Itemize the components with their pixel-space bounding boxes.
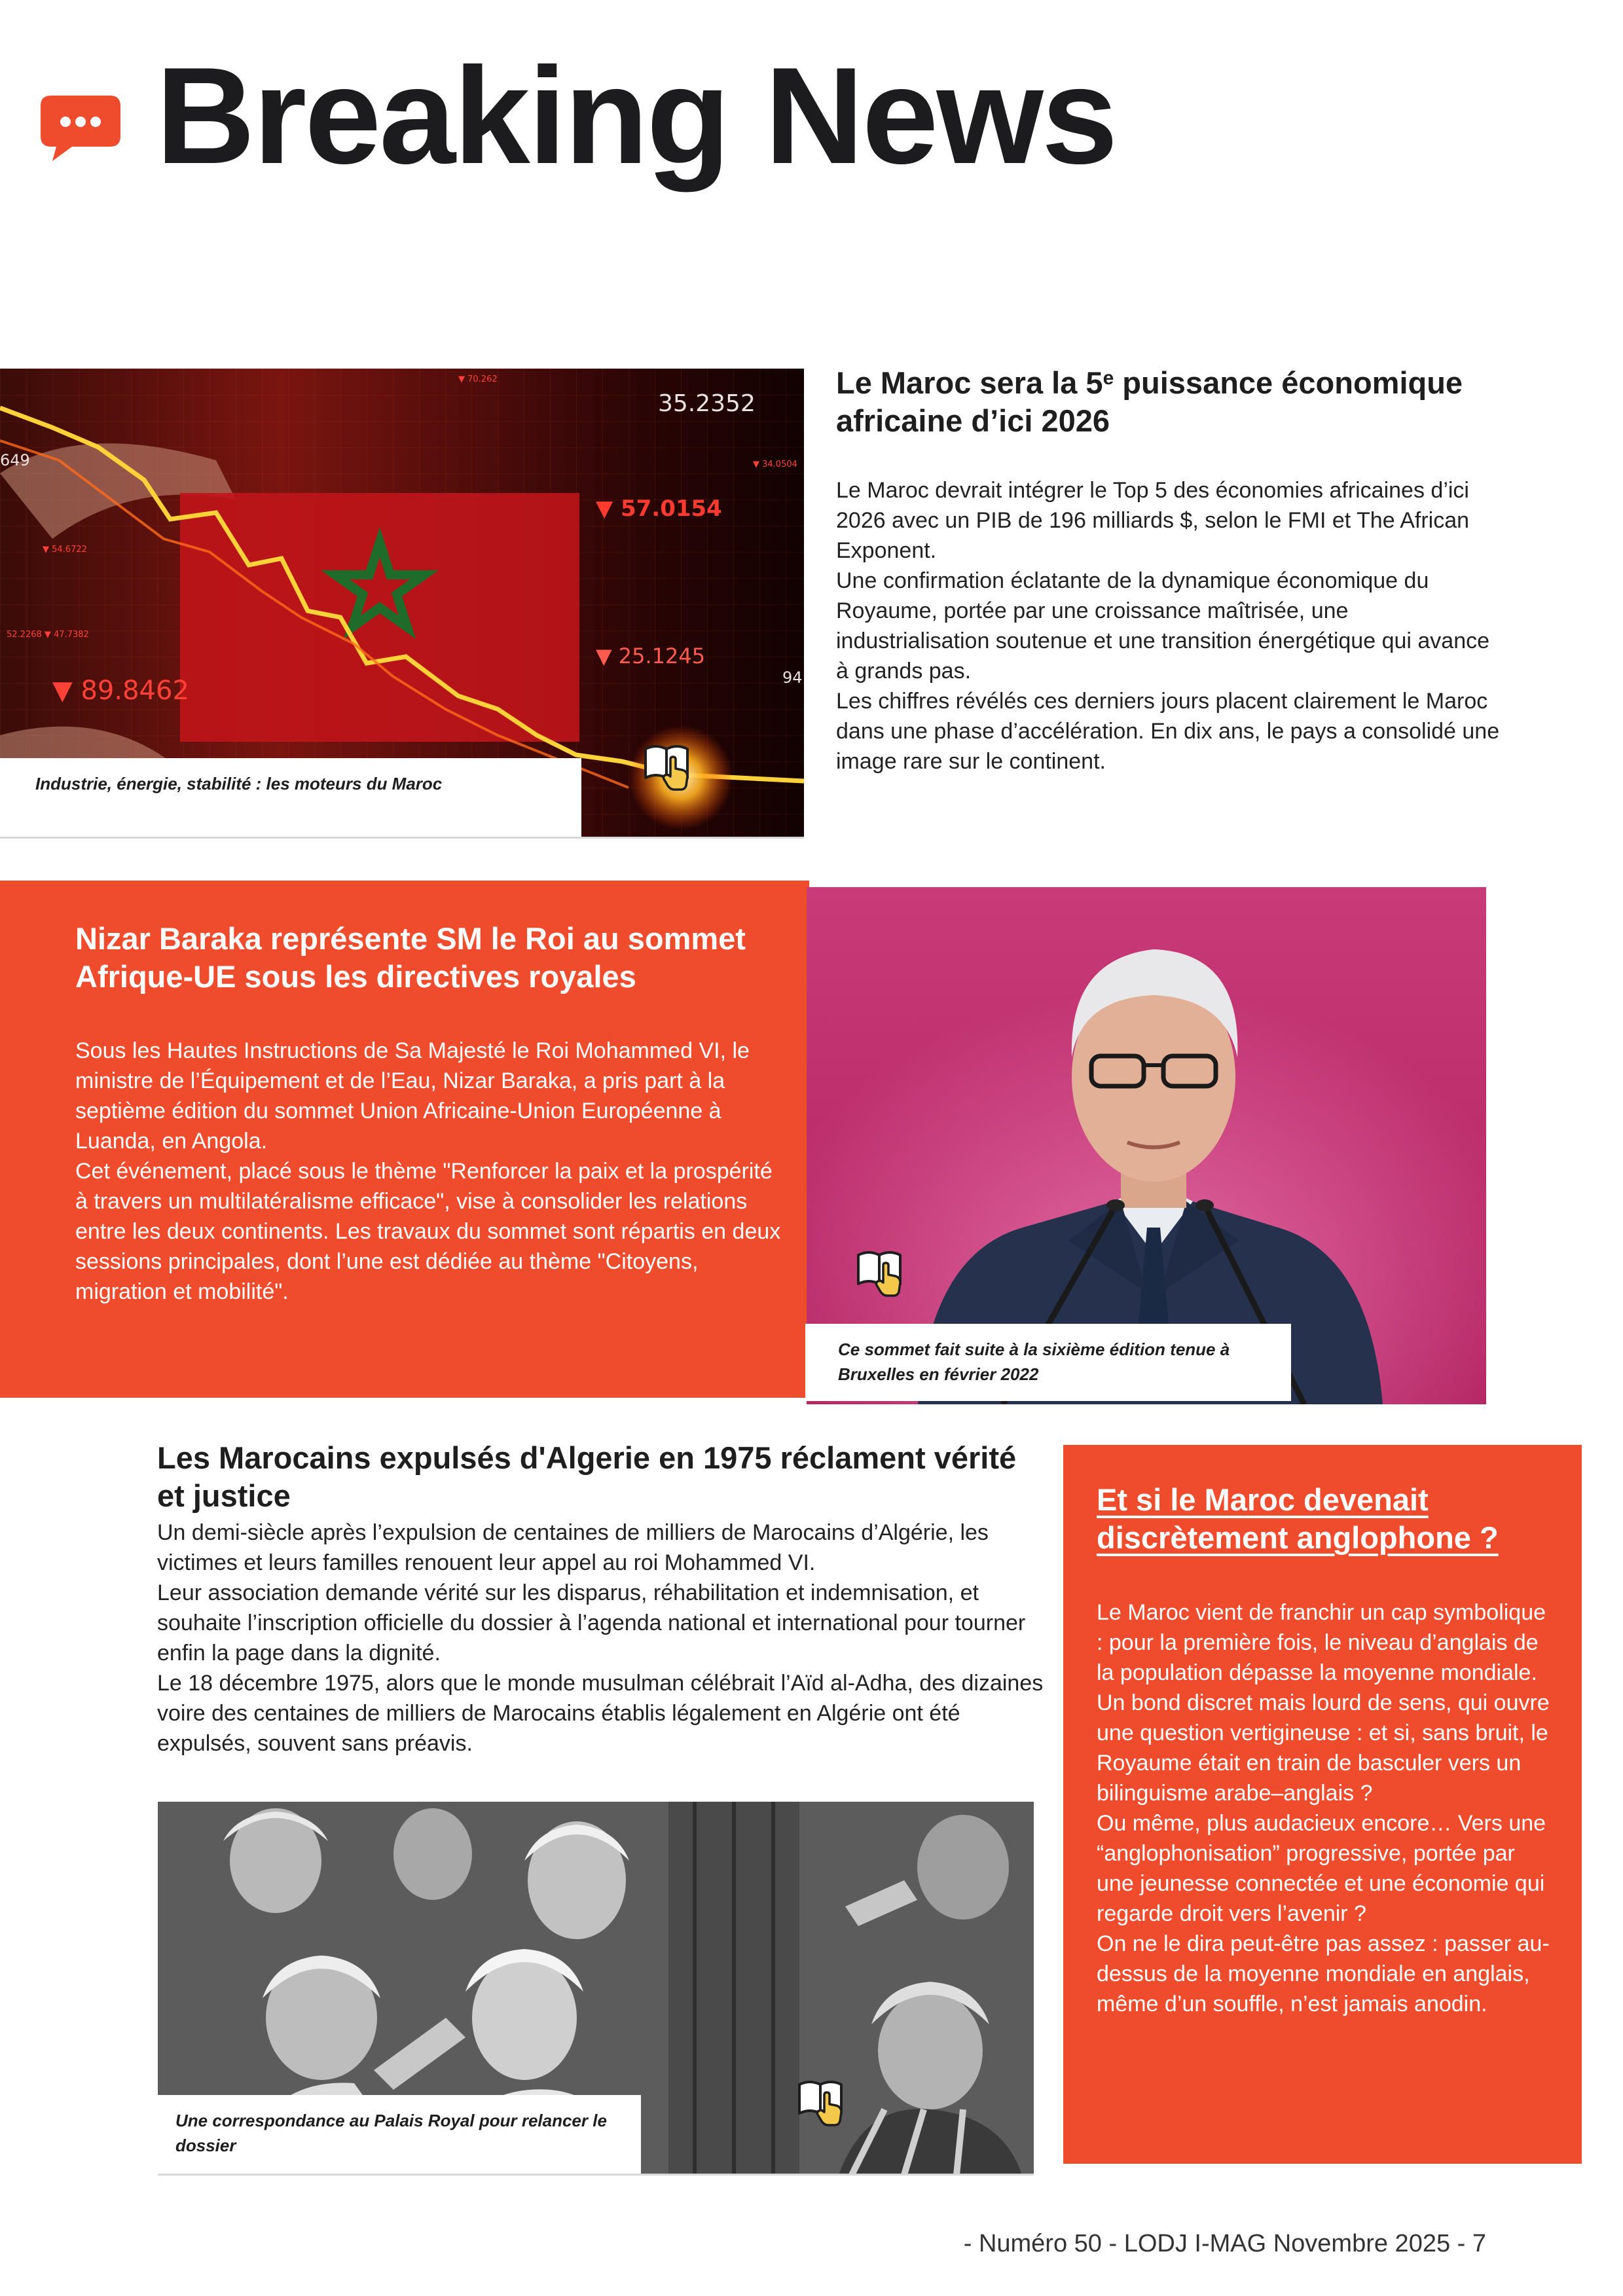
english-headline-link[interactable]: Et si le Maroc devenait discrètement anglophone ? bbox=[1097, 1482, 1499, 1555]
read-more-icon[interactable] bbox=[795, 2075, 849, 2129]
chart-figure-small-3: 52.2268 ▼ 47.7382 bbox=[7, 630, 89, 640]
expelled-body bbox=[157, 1518, 1048, 1758]
expelled-paragraph: Leur association demande vérité sur les disparus, réhabilitation et indemnisation, et souhaite l’inscription officielle du dossier à l’agenda national et international pour tourner enfin la page dans la dignité. bbox=[157, 1580, 1026, 1666]
read-more-icon[interactable] bbox=[854, 1246, 908, 1300]
english-paragraph: Ou même, plus audacieux encore… Vers une “anglophonisation” progressive, portée par une jeunesse connectée et une économie qui regarde droit vers l’avenir ? bbox=[1097, 1811, 1546, 1926]
page-footer: - Numéro 50 - LODJ I-MAG Novembre 2025 - 7 bbox=[963, 2230, 1486, 2257]
english-paragraph: On ne le dira peut-être pas assez : passer au-dessus de la moyenne mondiale en anglais, même d’un souffle, n’est jamais anodin. bbox=[1097, 1931, 1550, 2016]
baraka-body bbox=[75, 1036, 782, 1307]
page-title: Breaking News bbox=[156, 39, 1116, 192]
expelled-photo-caption: Une correspondance au Palais Royal pour relancer le dossier bbox=[158, 2095, 641, 2174]
chart-figure-top-tiny: ▼ 70.262 bbox=[458, 374, 498, 384]
baraka-paragraph: Sous les Hautes Instructions de Sa Majesté le Roi Mohammed VI, le ministre de l’Équipement et de l’Eau, Nizar Baraka, a pris part à la septième édition du sommet Union Africaine-Union Européenne à Luanda, en Angola. bbox=[75, 1038, 750, 1154]
chat-bubble-icon bbox=[38, 92, 123, 164]
economy-body bbox=[836, 475, 1504, 776]
chart-figure-small-1: ▼ 34.0504 bbox=[753, 460, 797, 469]
chart-figure-lower: ▼ 25.1245 bbox=[596, 644, 706, 668]
chart-figure-mid: ▼ 57.0154 bbox=[596, 496, 722, 522]
economy-paragraph: Une confirmation éclatante de la dynamique économique du Royaume, portée par une croissance maîtrisée, une industrialisation soutenue et une transition énergétique qui avance à grands pas. bbox=[836, 568, 1490, 683]
baraka-paragraph: Cet événement, placé sous le thème "Renforcer la paix et la prospérité à travers un multilatéralisme efficace", vise à consolider les relations entre les deux continents. Les travaux du sommet sont répartis en deux sessions principales, dont l’une est dédiée au thème "Citoyens, migration et mobilité". bbox=[75, 1159, 781, 1304]
expelled-headline[interactable]: Les Marocains expulsés d'Algerie en 1975 réclament vérité et justice bbox=[157, 1440, 1017, 1513]
chart-figure-edge-left: 649 bbox=[0, 451, 30, 469]
expelled-divider bbox=[158, 2174, 1034, 2176]
chart-figure-top-right: 35.2352 bbox=[658, 390, 756, 417]
english-body bbox=[1097, 1597, 1555, 2019]
economy-photo-caption: Industrie, énergie, stabilité : les moteurs du Maroc bbox=[0, 758, 581, 837]
chart-figure-edge-right: 94 bbox=[782, 668, 803, 687]
baraka-headline[interactable]: Nizar Baraka représente SM le Roi au sommet Afrique-UE sous les directives royales bbox=[75, 921, 746, 994]
english-paragraph: Le Maroc vient de franchir un cap symbolique : pour la première fois, le niveau d’anglais de la population dépasse la moyenne mondiale. Un bond discret mais lourd de sens, qui ouvre une question vertigineuse : et si, sans bruit, le Royaume était en train de basculer vers un bilinguisme arabe–anglais ? bbox=[1097, 1600, 1550, 1806]
chart-figure-small-2: ▼ 54.6722 bbox=[43, 545, 87, 555]
expelled-paragraph: Le 18 décembre 1975, alors que le monde musulman célébrait l’Aïd al-Adha, des dizaines voire des centaines de milliers de Marocains établis légalement en Algérie ont été expulsés, souvent sans préavis. bbox=[157, 1671, 1044, 1756]
expelled-paragraph: Un demi-siècle après l’expulsion de centaines de milliers de Marocains d’Algérie, les victimes et leurs familles renouent leur appel au roi Mohammed VI. bbox=[157, 1520, 989, 1575]
economy-divider bbox=[0, 837, 804, 839]
chart-figure-bottom-left: ▼ 89.8462 bbox=[52, 676, 189, 706]
economy-paragraph: Le Maroc devrait intégrer le Top 5 des économies africaines d’ici 2026 avec un PIB de 196 milliards $, selon le FMI et The African Exponent. bbox=[836, 478, 1470, 563]
economy-headline[interactable]: Le Maroc sera la 5e puissance économique africaine d’ici 2026 bbox=[836, 365, 1463, 438]
economy-paragraph: Les chiffres révélés ces derniers jours placent clairement le Maroc dans une phase d’accélération. En dix ans, le pays a consolidé une image rare sur le continent. bbox=[836, 689, 1500, 774]
baraka-photo-caption: Ce sommet fait suite à la sixième édition tenue à Bruxelles en février 2022 bbox=[805, 1324, 1291, 1401]
read-more-icon[interactable] bbox=[642, 740, 695, 793]
